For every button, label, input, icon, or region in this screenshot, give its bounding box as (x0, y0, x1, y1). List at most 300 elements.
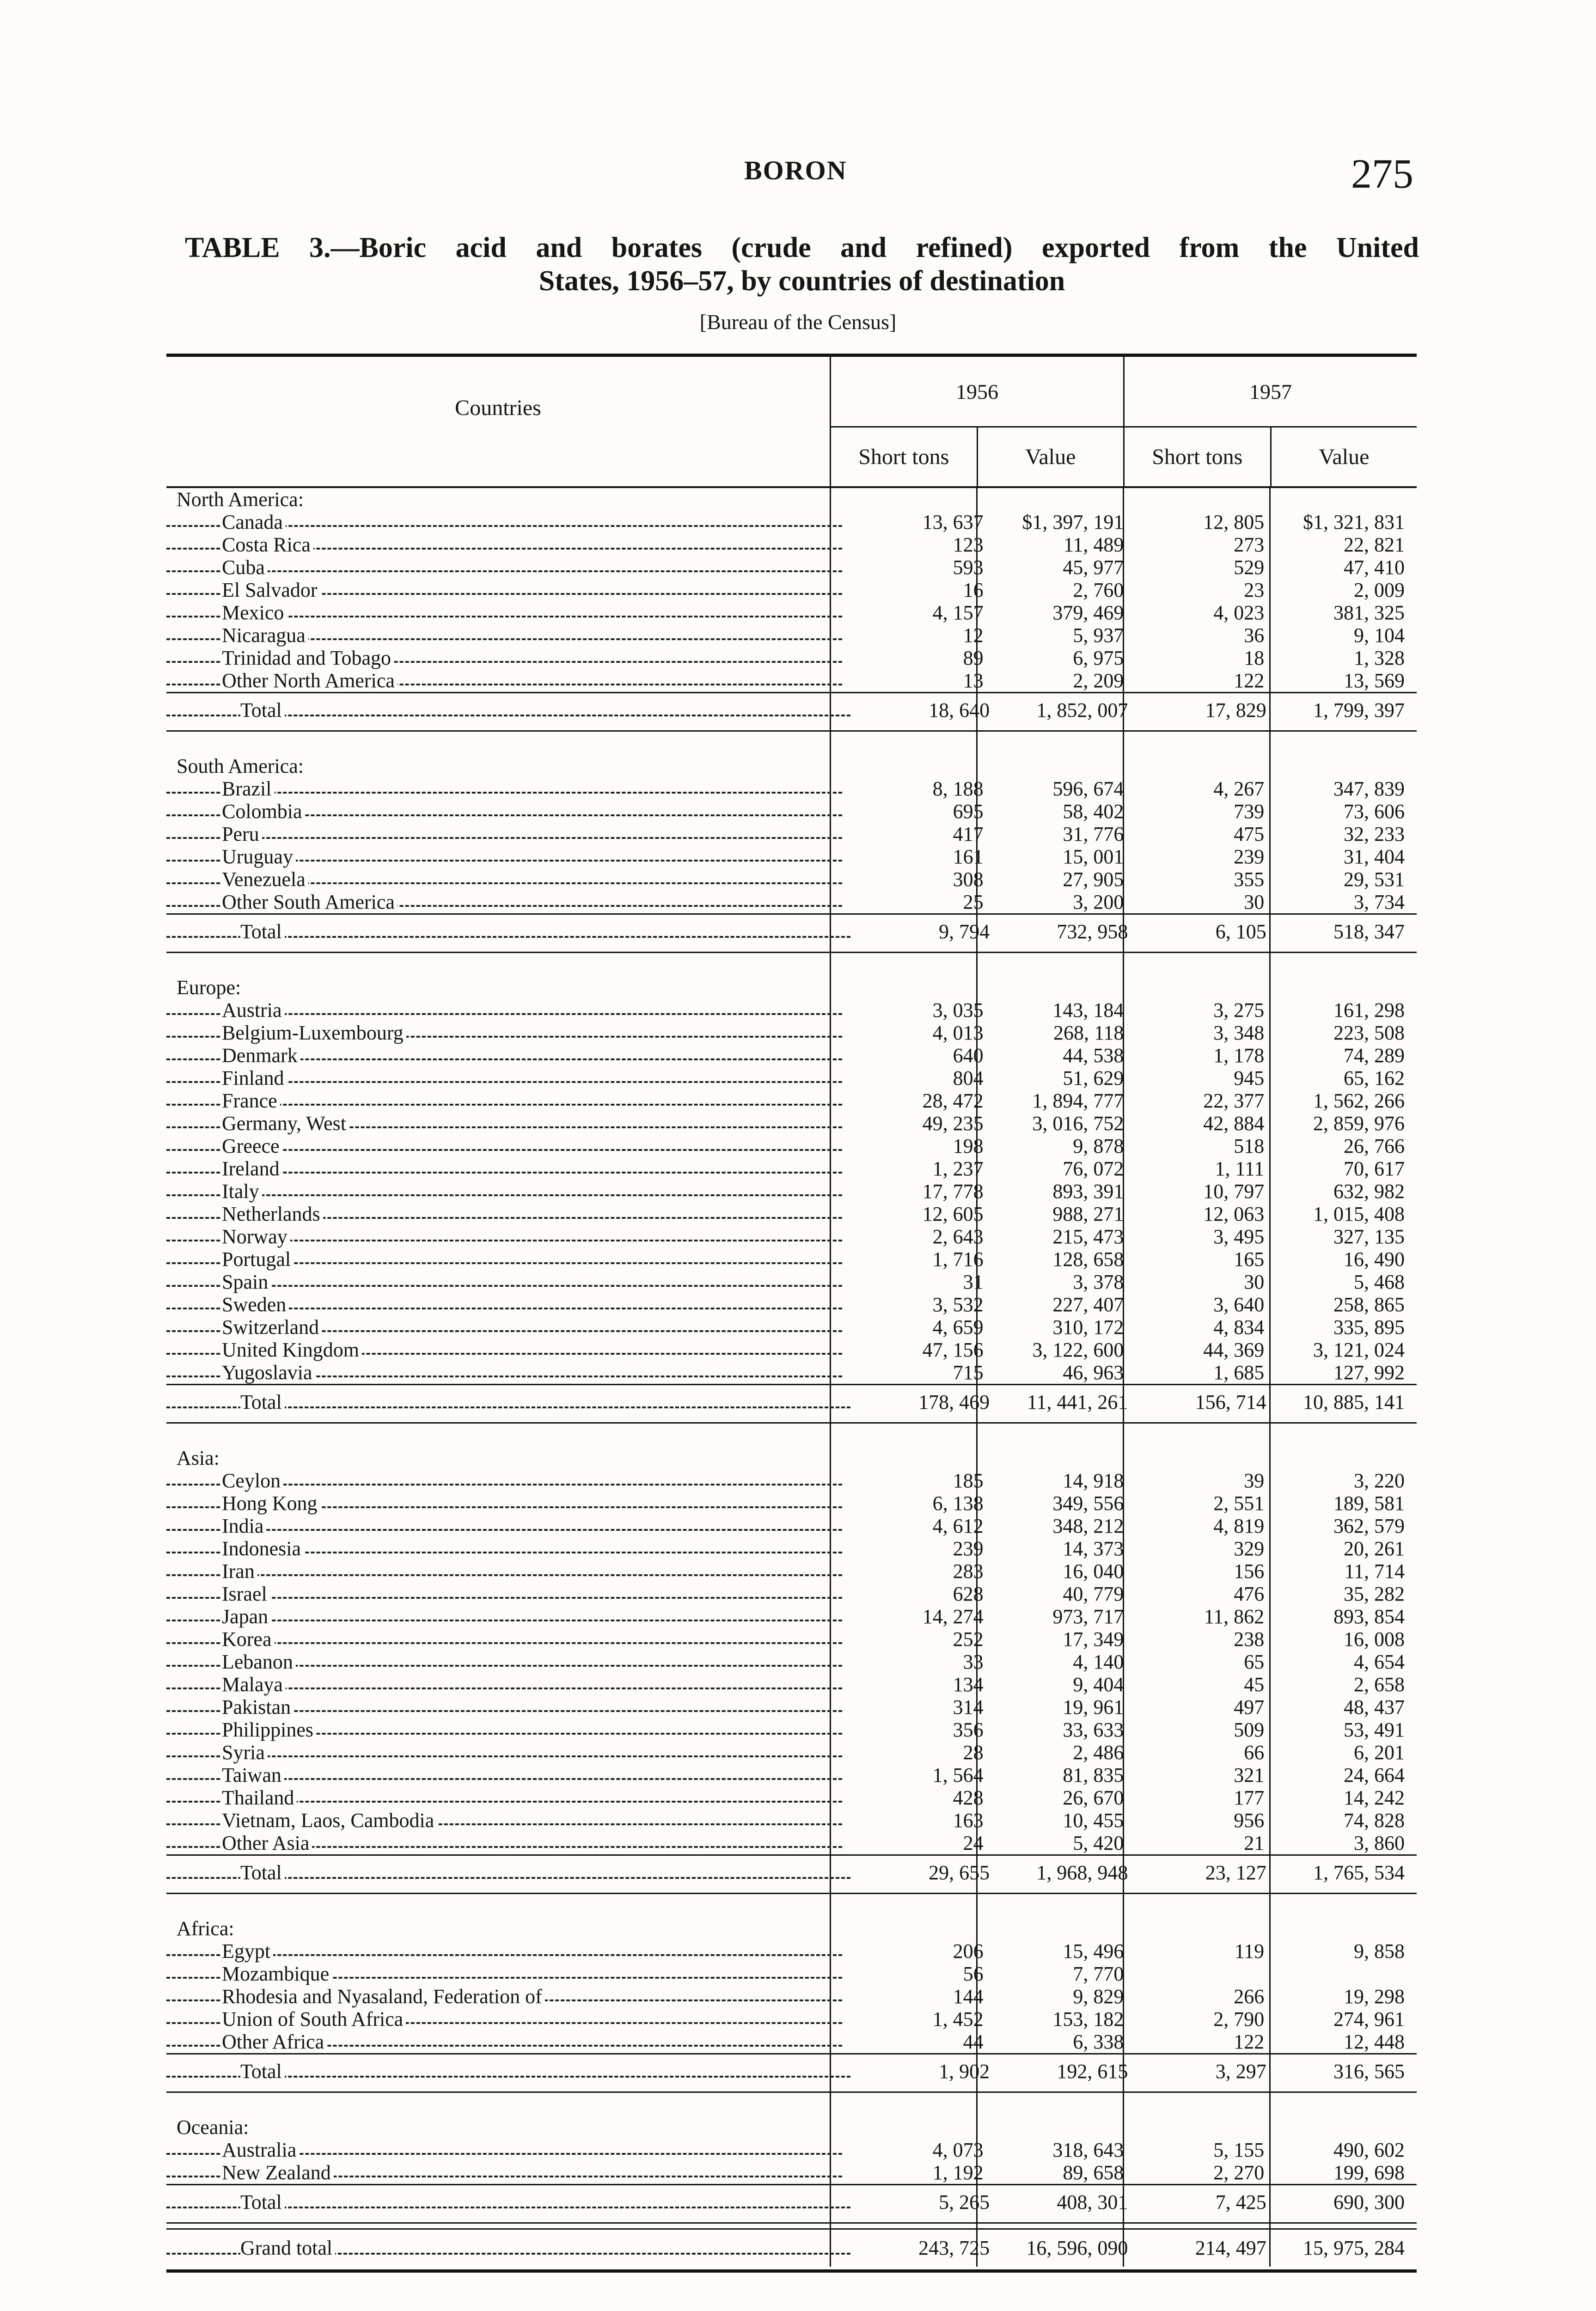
table-row-value-1956: 3, 122, 600 (1032, 1339, 1124, 1361)
total-row-south-america-label: Total (240, 920, 285, 943)
table-row (166, 1112, 1417, 1135)
table-row-short-tons-1956: 1, 716 (932, 1248, 984, 1271)
table-row (166, 823, 1417, 845)
table-row-short-tons-1956: 12 (963, 624, 984, 647)
table-row-short-tons-1956: 356 (953, 1718, 984, 1741)
table-row-label: Sweden (222, 1293, 289, 1316)
table-row (166, 800, 1417, 823)
table-row-label: Uruguay (222, 845, 296, 868)
total-row-asia (166, 1854, 1417, 1890)
table-row-value-1956: 44, 538 (1063, 1044, 1124, 1067)
table-row-short-tons-1956: 47, 156 (922, 1339, 984, 1361)
table-row-value-1957: 48, 437 (1343, 1696, 1405, 1718)
table-row-short-tons-1957: 2, 270 (1213, 2161, 1265, 2184)
table-row-label: Other North America (222, 669, 397, 692)
table-row-value-1956: 17, 349 (1063, 1628, 1124, 1651)
table-row-short-tons-1956: 161 (953, 845, 984, 868)
table-row (166, 1651, 1417, 1673)
table-row-short-tons-1956: 695 (953, 800, 984, 823)
total-row-africa (166, 2053, 1417, 2089)
table-row-value-1957: 3, 734 (1353, 891, 1405, 913)
table-row-value-1957: 47, 410 (1343, 556, 1405, 579)
region-label: South America: (177, 755, 304, 777)
table-row-label: Denmark (222, 1044, 300, 1067)
table-row-short-tons-1957: 4, 267 (1213, 777, 1265, 800)
leader-dots (166, 570, 842, 572)
table-row-short-tons-1957: 65 (1244, 1651, 1265, 1673)
table-row-short-tons-1957: 36 (1244, 624, 1265, 647)
table-row-label: Philippines (222, 1718, 316, 1741)
table-row-short-tons-1956: 4, 157 (932, 601, 984, 624)
table-row-label: Other South America (222, 891, 397, 913)
table-row-value-1957: 223, 508 (1333, 1021, 1405, 1044)
total-row-oceania-value-1957: 690, 300 (1333, 2191, 1405, 2213)
table-row-value-1956: 3, 378 (1073, 1271, 1124, 1293)
table-row-value-1957: 9, 104 (1353, 624, 1405, 647)
table-row-value-1957: 3, 860 (1353, 1832, 1405, 1854)
table-row-value-1956: 9, 829 (1073, 1985, 1124, 2008)
table-row-short-tons-1956: 134 (953, 1673, 984, 1696)
table-row-short-tons-1956: 185 (953, 1469, 984, 1492)
table-row-value-1956: 46, 963 (1063, 1361, 1124, 1384)
table-row (166, 2139, 1417, 2161)
leader-dots (166, 837, 842, 839)
table-row-label: Malaya (222, 1673, 286, 1696)
table-header (166, 357, 1417, 488)
table-row-label: Ceylon (222, 1469, 283, 1492)
table-row-short-tons-1957: 22, 377 (1203, 1089, 1265, 1112)
table-row-short-tons-1956: 428 (953, 1786, 984, 1809)
table-row-short-tons-1956: 16 (963, 579, 984, 601)
table-row-short-tons-1957: 509 (1234, 1718, 1265, 1741)
total-row-asia-label: Total (240, 1861, 285, 1884)
table-row-short-tons-1956: 12, 605 (922, 1203, 984, 1225)
table-row (166, 1180, 1417, 1203)
table-row-short-tons-1957: 42, 884 (1203, 1112, 1265, 1135)
table-row (166, 1718, 1417, 1741)
table-row-label: Switzerland (222, 1316, 322, 1339)
table-row-value-1957: 12, 448 (1343, 2030, 1405, 2053)
table-row-short-tons-1957: 529 (1234, 556, 1265, 579)
table-row-label: Trinidad and Tobago (222, 647, 394, 669)
table-row (166, 601, 1417, 624)
table-row-value-1957: 4, 654 (1353, 1651, 1405, 1673)
table-row-label: Other Asia (222, 1832, 312, 1854)
table-row-label: Yugoslavia (222, 1361, 315, 1384)
grand-total-row-short-tons-1957: 214, 497 (1195, 2237, 1266, 2259)
table-row-short-tons-1957: 3, 640 (1213, 1293, 1265, 1316)
table-row-label: El Salvador (222, 579, 320, 601)
table-row-label: Rhodesia and Nyasaland, Federation of (222, 1985, 545, 2008)
year-1956-header-group (830, 357, 1123, 486)
total-row-europe-label: Total (240, 1391, 285, 1413)
table-row-value-1957: 335, 895 (1333, 1316, 1405, 1339)
table-row-short-tons-1956: 89 (963, 647, 984, 669)
total-row-asia-short-tons-1957: 23, 127 (1205, 1861, 1266, 1884)
table-row-short-tons-1957: 12, 063 (1203, 1203, 1265, 1225)
grand-total-row-value-1956: 16, 596, 090 (1026, 2237, 1128, 2259)
table-row-label: Mozambique (222, 1963, 332, 1985)
table-row-short-tons-1956: 4, 073 (932, 2139, 984, 2161)
table-row (166, 556, 1417, 579)
table-row-value-1956: 596, 674 (1052, 777, 1124, 800)
table-row-short-tons-1956: 314 (953, 1696, 984, 1718)
table-row (166, 647, 1417, 669)
table-row (166, 777, 1417, 800)
total-row-asia-short-tons-1956: 29, 655 (929, 1861, 990, 1884)
table-row-short-tons-1956: 3, 532 (932, 1293, 984, 1316)
table-title-line-2: States, 1956–57, by countries of destination (538, 265, 1065, 297)
table-row-value-1957: 32, 233 (1343, 823, 1405, 845)
table-row-value-1956: 76, 072 (1063, 1157, 1124, 1180)
table-row-label: Other Africa (222, 2030, 327, 2053)
table-row (166, 533, 1417, 556)
table-row-short-tons-1957: 21 (1244, 1832, 1265, 1854)
table-row-value-1956: 2, 760 (1073, 579, 1124, 601)
table-row-value-1956: 6, 975 (1073, 647, 1124, 669)
table-row-short-tons-1957: 497 (1234, 1696, 1265, 1718)
table-row (166, 1583, 1417, 1605)
table-row-value-1956: 348, 212 (1052, 1515, 1124, 1537)
table-row-short-tons-1957: 11, 862 (1204, 1605, 1265, 1628)
table-row-label: Union of South Africa (222, 2008, 406, 2030)
table-row-value-1957: 22, 821 (1343, 533, 1405, 556)
leader-dots (166, 1755, 842, 1757)
table-row-label: Israel (222, 1583, 270, 1605)
table-row-value-1957: 127, 992 (1333, 1361, 1405, 1384)
running-head: BORON (744, 155, 847, 185)
total-row-south-america-short-tons-1956: 9, 794 (939, 920, 990, 943)
table-row-short-tons-1956: 593 (953, 556, 984, 579)
total-row-asia-value-1956: 1, 968, 948 (1036, 1861, 1128, 1884)
table-row-short-tons-1956: 1, 237 (932, 1157, 984, 1180)
table-row-short-tons-1957: 12, 805 (1203, 511, 1265, 533)
table-row-short-tons-1956: 628 (953, 1583, 984, 1605)
table-row-value-1956: 19, 961 (1063, 1696, 1124, 1718)
table-row-short-tons-1957: 329 (1234, 1537, 1265, 1560)
table-row-value-1956: 5, 937 (1073, 624, 1124, 647)
table-row-short-tons-1957: 238 (1234, 1628, 1265, 1651)
table-row (166, 999, 1417, 1021)
table-row-value-1956: 973, 717 (1052, 1605, 1124, 1628)
table-row (166, 1316, 1417, 1339)
table-row (166, 2008, 1417, 2030)
table-row-short-tons-1956: 28, 472 (922, 1089, 984, 1112)
table-row-value-1957: 6, 201 (1353, 1741, 1405, 1764)
table-row-value-1956: 310, 172 (1052, 1316, 1124, 1339)
table-row-value-1956: 143, 184 (1052, 999, 1124, 1021)
table-top-rule (166, 354, 1417, 357)
table-row-value-1957: 274, 961 (1333, 2008, 1405, 2030)
table-row-short-tons-1957: 5, 155 (1213, 2139, 1265, 2161)
table-row-value-1956: 3, 200 (1073, 891, 1124, 913)
table-row-value-1957: 362, 579 (1333, 1515, 1405, 1537)
table-row-value-1957: 20, 261 (1343, 1537, 1405, 1560)
table-row-label: Pakistan (222, 1696, 294, 1718)
table-row (166, 1089, 1417, 1112)
table-row-value-1957: 65, 162 (1343, 1067, 1405, 1089)
grand-total-row (166, 2228, 1417, 2267)
region-africa (166, 1917, 1417, 1940)
table-row-value-1957: 74, 289 (1343, 1044, 1405, 1067)
table-row-short-tons-1957: 739 (1234, 800, 1265, 823)
table-row-short-tons-1956: 56 (963, 1963, 984, 1985)
table-row-value-1957: 3, 220 (1353, 1469, 1405, 1492)
table-row-short-tons-1956: 239 (953, 1537, 984, 1560)
table-row (166, 1940, 1417, 1963)
table-row-value-1957: 490, 602 (1333, 2139, 1405, 2161)
total-row-north-america-label: Total (240, 699, 285, 721)
table-row-label: India (222, 1515, 266, 1537)
table-row (166, 1044, 1417, 1067)
table-row-short-tons-1956: 1, 192 (932, 2161, 984, 2184)
total-row-north-america-short-tons-1957: 17, 829 (1205, 699, 1266, 721)
table-row-short-tons-1956: 25 (963, 891, 984, 913)
table-row-short-tons-1957: 45 (1244, 1673, 1265, 1696)
total-row-africa-short-tons-1956: 1, 902 (939, 2060, 990, 2083)
exports-table (166, 354, 1417, 2273)
table-row-short-tons-1956: 17, 778 (922, 1180, 984, 1203)
table-row (166, 1741, 1417, 1764)
table-row-short-tons-1956: 198 (953, 1135, 984, 1157)
table-row-short-tons-1957: 18 (1244, 647, 1265, 669)
table-row-short-tons-1956: 206 (953, 1940, 984, 1963)
table-row-value-1956: 988, 271 (1052, 1203, 1124, 1225)
region-south-america (166, 755, 1417, 777)
table-row (166, 1963, 1417, 1985)
grand-total-row-label: Grand total (240, 2237, 335, 2259)
table-row-short-tons-1957: 3, 275 (1213, 999, 1265, 1021)
total-row-south-america (166, 913, 1417, 949)
table-row-label: Lebanon (222, 1651, 296, 1673)
leader-dots (166, 1574, 842, 1576)
table-row-label: Ireland (222, 1157, 282, 1180)
countries-header: Countries (455, 395, 541, 420)
table-row (166, 624, 1417, 647)
table-row-value-1956: 16, 040 (1063, 1560, 1124, 1583)
table-row-short-tons-1957: 1, 111 (1215, 1157, 1265, 1180)
table-row (166, 1786, 1417, 1809)
table-row-short-tons-1957: 1, 178 (1213, 1044, 1265, 1067)
table-row-short-tons-1956: 31 (963, 1271, 984, 1293)
table-row (166, 1135, 1417, 1157)
table-row-short-tons-1956: 283 (953, 1560, 984, 1583)
table-row-short-tons-1957: 956 (1234, 1809, 1265, 1832)
table-row-label: Peru (222, 823, 262, 845)
table-body (166, 488, 1417, 2267)
table-row-value-1957: 14, 242 (1343, 1786, 1405, 1809)
table-row-short-tons-1957: 10, 797 (1203, 1180, 1265, 1203)
table-row-label: New Zealand (222, 2161, 334, 2184)
table-row (166, 511, 1417, 533)
table-row-short-tons-1956: 49, 235 (922, 1112, 984, 1135)
total-row-africa-value-1957: 316, 565 (1333, 2060, 1405, 2083)
table-row-short-tons-1957: 30 (1244, 1271, 1265, 1293)
page-number: 275 (1351, 151, 1413, 197)
table-row-label: Mexico (222, 601, 287, 624)
table-row-value-1957: 26, 766 (1343, 1135, 1405, 1157)
table-row-value-1957: 16, 490 (1343, 1248, 1405, 1271)
table-row-value-1956: 215, 473 (1052, 1225, 1124, 1248)
table-row (166, 1832, 1417, 1854)
table-row-label: Cuba (222, 556, 268, 579)
table-row (166, 2161, 1417, 2184)
table-row-short-tons-1957 (1136, 1963, 1276, 1985)
table-row-value-1957: 893, 854 (1333, 1605, 1405, 1628)
table-row-label: Italy (222, 1180, 262, 1203)
table-row-value-1957: 73, 606 (1343, 800, 1405, 823)
table-row-short-tons-1957: 945 (1234, 1067, 1265, 1089)
table-row (166, 2030, 1417, 2053)
table-row (166, 1021, 1417, 1044)
table-row-short-tons-1957: 355 (1234, 868, 1265, 891)
table-row-value-1956: 268, 118 (1053, 1021, 1124, 1044)
table-row-value-1957: 9, 858 (1353, 1940, 1405, 1963)
table-row (166, 845, 1417, 868)
table-row-label: Korea (222, 1628, 275, 1651)
region-label: Africa: (177, 1917, 234, 1940)
table-row-short-tons-1956: 252 (953, 1628, 984, 1651)
table-row-value-1957: 31, 404 (1343, 845, 1405, 868)
table-row-value-1956: 89, 658 (1063, 2161, 1124, 2184)
region-label: Europe: (177, 976, 241, 999)
table-row-short-tons-1956: 308 (953, 868, 984, 891)
table-row-short-tons-1956: 13, 637 (922, 511, 984, 533)
table-row-short-tons-1956: 640 (953, 1044, 984, 1067)
table-row-label: United Kingdom (222, 1339, 362, 1361)
page-header (0, 150, 1596, 201)
table-row-short-tons-1956: 804 (953, 1067, 984, 1089)
table-row-value-1956: 11, 489 (1064, 533, 1124, 556)
table-row (166, 1985, 1417, 2008)
table-row-value-1956: 81, 835 (1063, 1764, 1124, 1786)
table-row-value-1957: 11, 714 (1344, 1560, 1405, 1583)
table-row-value-1956: 5, 420 (1073, 1832, 1124, 1854)
table-row-value-1957: 16, 008 (1343, 1628, 1405, 1651)
table-row-label: Belgium-Luxembourg (222, 1021, 406, 1044)
table-row (166, 669, 1417, 692)
grand-total-row-value-1957: 15, 975, 284 (1303, 2237, 1405, 2259)
table-row-short-tons-1957: 122 (1234, 2030, 1265, 2053)
region-asia (166, 1447, 1417, 1469)
table-row (166, 1067, 1417, 1089)
table-row-label: Hong Kong (222, 1492, 320, 1515)
table-row-value-1957: 1, 562, 266 (1313, 1089, 1405, 1112)
region-label: Oceania: (177, 2116, 249, 2139)
table-row (166, 1469, 1417, 1492)
grand-total-row-short-tons-1956: 243, 725 (918, 2237, 990, 2259)
table-row-short-tons-1957: 3, 348 (1213, 1021, 1265, 1044)
table-row (166, 1203, 1417, 1225)
table-row-short-tons-1956: 24 (963, 1832, 984, 1854)
region-oceania (166, 2116, 1417, 2139)
table-row-short-tons-1957: 4, 834 (1213, 1316, 1265, 1339)
table-row-value-1957: 35, 282 (1343, 1583, 1405, 1605)
table-row-label: Greece (222, 1135, 282, 1157)
table-row-value-1957: 24, 664 (1343, 1764, 1405, 1786)
total-row-africa-value-1956: 192, 615 (1057, 2060, 1128, 2083)
table-row-short-tons-1957: 4, 023 (1213, 601, 1265, 624)
table-row-short-tons-1957: 3, 495 (1213, 1225, 1265, 1248)
table-row-short-tons-1956: 8, 188 (932, 777, 984, 800)
table-row-label: Costa Rica (222, 533, 313, 556)
table-row-label: Vietnam, Laos, Cambodia (222, 1809, 437, 1832)
table-row-value-1956: 9, 878 (1073, 1135, 1124, 1157)
total-row-europe (166, 1384, 1417, 1419)
total-row-north-america (166, 692, 1417, 728)
table-row-value-1956: 2, 209 (1073, 669, 1124, 692)
table-row-label: Netherlands (222, 1203, 323, 1225)
table-row-short-tons-1957: 1, 685 (1213, 1361, 1265, 1384)
table-row-short-tons-1957: 119 (1234, 1940, 1265, 1963)
table-row-value-1957: 13, 569 (1343, 669, 1405, 692)
table-row-short-tons-1956: 4, 612 (932, 1515, 984, 1537)
total-row-south-america-short-tons-1957: 6, 105 (1215, 920, 1266, 943)
table-row-label: Australia (222, 2139, 299, 2161)
total-row-europe-short-tons-1956: 178, 469 (918, 1391, 990, 1413)
table-row-value-1956: 9, 404 (1073, 1673, 1124, 1696)
table-row-value-1957: 189, 581 (1333, 1492, 1405, 1515)
table-row-label: Iran (222, 1560, 257, 1583)
table-row-value-1957 (1276, 1963, 1417, 1985)
table-row-label: Canada (222, 511, 286, 533)
year-1957-header-group (1123, 357, 1417, 486)
table-row-label: Egypt (222, 1940, 273, 1963)
table-row-value-1957: 2, 859, 976 (1313, 1112, 1405, 1135)
table-row-short-tons-1956: 163 (953, 1809, 984, 1832)
leader-dots (166, 1194, 842, 1196)
table-row-label: Nicaragua (222, 624, 308, 647)
table-row-value-1957: 3, 121, 024 (1313, 1339, 1405, 1361)
table-row-short-tons-1956: 4, 013 (932, 1021, 984, 1044)
table-row-value-1957: 381, 325 (1333, 601, 1405, 624)
table-row-value-1956: 153, 182 (1052, 2008, 1124, 2030)
table-row (166, 1605, 1417, 1628)
table-row (166, 1271, 1417, 1293)
table-row-value-1956: 58, 402 (1063, 800, 1124, 823)
table-row-value-1957: 2, 658 (1353, 1673, 1405, 1696)
table-row-value-1956: 10, 455 (1063, 1809, 1124, 1832)
year-1957-header: 1957 (1125, 357, 1417, 428)
total-row-oceania-value-1956: 408, 301 (1057, 2191, 1128, 2213)
total-row-africa-short-tons-1957: 3, 297 (1215, 2060, 1266, 2083)
table-row (166, 1293, 1417, 1316)
table-row (166, 1225, 1417, 1248)
table-row-short-tons-1956: 3, 035 (932, 999, 984, 1021)
total-row-europe-short-tons-1957: 156, 714 (1195, 1391, 1266, 1413)
leader-dots (166, 1529, 842, 1531)
table-row-value-1957: 347, 839 (1333, 777, 1405, 800)
table-row-short-tons-1956: 14, 274 (922, 1605, 984, 1628)
table-row-value-1957: 70, 617 (1343, 1157, 1405, 1180)
total-row-europe-value-1957: 10, 885, 141 (1303, 1391, 1405, 1413)
table-row-label: Brazil (222, 777, 275, 800)
table-row (166, 1628, 1417, 1651)
table-row-value-1956: 227, 407 (1052, 1293, 1124, 1316)
table-row-value-1957: 1, 015, 408 (1313, 1203, 1405, 1225)
table-row-short-tons-1957: 44, 369 (1203, 1339, 1265, 1361)
table-row-label: Indonesia (222, 1537, 304, 1560)
short-tons-1957-header: Short tons (1152, 445, 1243, 469)
table-row-value-1956: 6, 338 (1073, 2030, 1124, 2053)
table-row-short-tons-1957: 30 (1244, 891, 1265, 913)
table-row-value-1956: 40, 779 (1063, 1583, 1124, 1605)
table-row-value-1956: 15, 001 (1063, 845, 1124, 868)
table-row (166, 891, 1417, 913)
table-row (166, 1361, 1417, 1384)
table-row-label: Thailand (222, 1786, 297, 1809)
table-row-value-1956: 128, 658 (1052, 1248, 1124, 1271)
